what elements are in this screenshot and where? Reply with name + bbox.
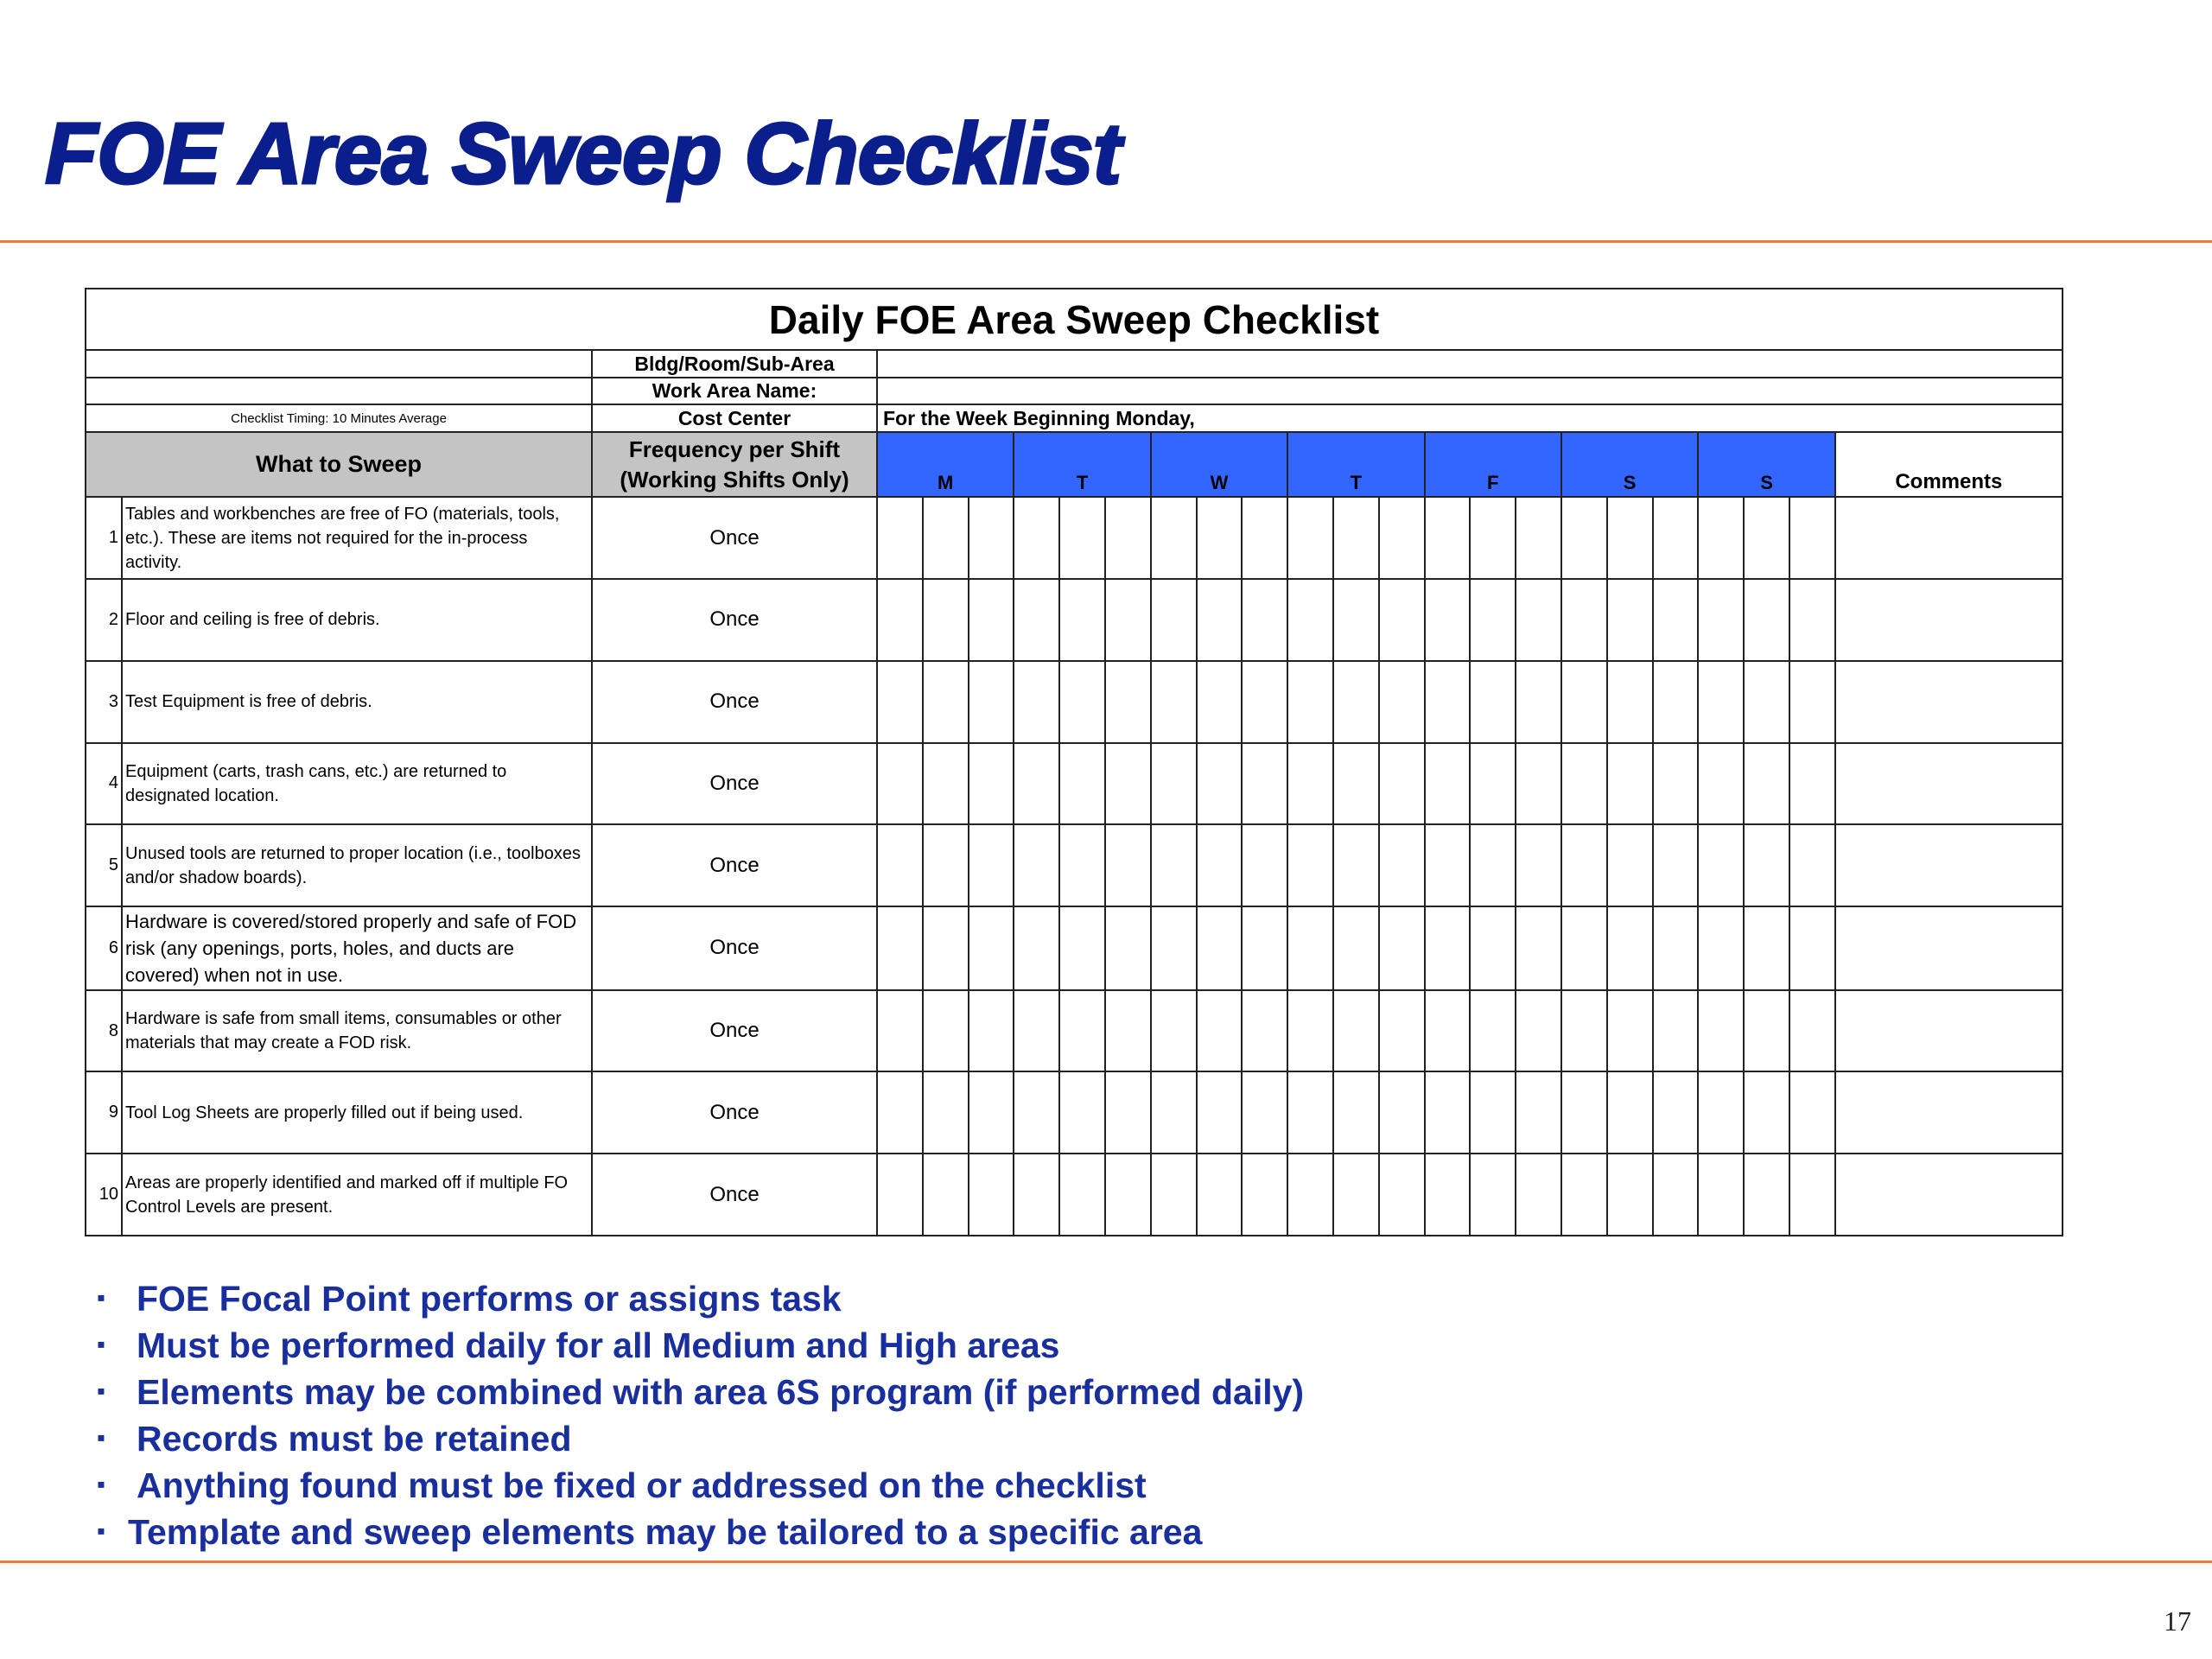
shift-check-cell[interactable] (1333, 743, 1379, 825)
shift-check-cell[interactable] (877, 497, 923, 579)
shift-check-cell[interactable] (1653, 743, 1699, 825)
shift-check-cell[interactable] (1059, 1154, 1105, 1236)
shift-check-cell[interactable] (1516, 1154, 1561, 1236)
bullet-item (97, 1370, 1304, 1417)
item-description: Equipment (carts, trash cans, etc.) are returned to designated location. (122, 743, 592, 825)
shift-check-cell[interactable] (1333, 661, 1379, 743)
shift-check-cell[interactable] (1014, 1154, 1059, 1236)
checklist-title: Daily FOE Area Sweep Checklist (86, 289, 2063, 350)
day-header: S (1698, 432, 1834, 497)
shift-check-cell[interactable] (1151, 824, 1197, 906)
shift-check-cell[interactable] (1789, 579, 1835, 661)
shift-check-cell[interactable] (1789, 990, 1835, 1072)
shift-check-cell[interactable] (1105, 1071, 1151, 1154)
shift-check-cell[interactable] (1379, 1071, 1425, 1154)
shift-check-cell[interactable] (1744, 579, 1789, 661)
checklist-table (85, 288, 2063, 1236)
frequency-header-line2: (Working Shifts Only) (620, 466, 849, 493)
shift-check-cell[interactable] (1698, 824, 1744, 906)
bottom-divider (0, 1560, 2212, 1563)
shift-check-cell[interactable] (1698, 579, 1744, 661)
shift-check-cell[interactable] (1561, 743, 1607, 825)
shift-check-cell[interactable] (1516, 743, 1561, 825)
shift-check-cell[interactable] (877, 990, 923, 1072)
item-frequency: Once (592, 824, 877, 906)
shift-check-cell[interactable] (1197, 661, 1243, 743)
shift-check-cell[interactable] (923, 906, 969, 990)
shift-check-cell[interactable] (1151, 906, 1197, 990)
shift-check-cell[interactable] (1197, 497, 1243, 579)
shift-check-cell[interactable] (1516, 1071, 1561, 1154)
shift-check-cell[interactable] (1105, 497, 1151, 579)
shift-check-cell[interactable] (1059, 824, 1105, 906)
shift-check-cell[interactable] (1470, 824, 1516, 906)
shift-check-cell[interactable] (1744, 661, 1789, 743)
item-number: 1 (86, 497, 122, 579)
item-frequency: Once (592, 579, 877, 661)
shift-check-cell[interactable] (877, 743, 923, 825)
shift-check-cell[interactable] (1287, 1071, 1333, 1154)
comments-cell[interactable] (1835, 497, 2063, 579)
shift-check-cell[interactable] (1789, 743, 1835, 825)
bullet-marker: ▪ (97, 1331, 105, 1358)
item-frequency: Once (592, 990, 877, 1072)
shift-check-cell[interactable] (1333, 1154, 1379, 1236)
shift-check-cell[interactable] (1425, 497, 1471, 579)
shift-check-cell[interactable] (923, 990, 969, 1072)
shift-check-cell[interactable] (1425, 824, 1471, 906)
shift-check-cell[interactable] (1789, 906, 1835, 990)
shift-check-cell[interactable] (1287, 661, 1333, 743)
shift-check-cell[interactable] (1105, 743, 1151, 825)
shift-check-cell[interactable] (1653, 1154, 1699, 1236)
bullet-item (97, 1464, 1304, 1510)
shift-check-cell[interactable] (1059, 990, 1105, 1072)
shift-check-cell[interactable] (1059, 906, 1105, 990)
shift-check-cell[interactable] (877, 661, 923, 743)
shift-check-cell[interactable] (1105, 990, 1151, 1072)
shift-check-cell[interactable] (1287, 743, 1333, 825)
checklist-row (86, 743, 2063, 825)
checklist-row (86, 906, 2063, 990)
shift-check-cell[interactable] (1379, 906, 1425, 990)
frequency-header-line1: Frequency per Shift (628, 435, 841, 462)
item-frequency: Once (592, 743, 877, 825)
day-header: F (1425, 432, 1561, 497)
shift-check-cell[interactable] (969, 824, 1014, 906)
shift-check-cell[interactable] (1744, 1154, 1789, 1236)
shift-check-cell[interactable] (1789, 661, 1835, 743)
shift-check-cell[interactable] (1607, 824, 1653, 906)
shift-check-cell[interactable] (1653, 661, 1699, 743)
shift-check-cell[interactable] (1287, 990, 1333, 1072)
bullet-text: Anything found must be fixed or addressed on the checklist (137, 1465, 1147, 1505)
shift-check-cell[interactable] (1425, 1154, 1471, 1236)
item-number: 3 (86, 661, 122, 743)
shift-check-cell[interactable] (1607, 906, 1653, 990)
item-description: Tool Log Sheets are properly filled out if being used. (122, 1071, 592, 1154)
shift-check-cell[interactable] (1379, 661, 1425, 743)
shift-check-cell[interactable] (1242, 1071, 1287, 1154)
item-number: 8 (86, 990, 122, 1072)
shift-check-cell[interactable] (1242, 824, 1287, 906)
shift-check-cell[interactable] (1470, 579, 1516, 661)
shift-check-cell[interactable] (1470, 743, 1516, 825)
checklist-row (86, 497, 2063, 579)
day-header: M (877, 432, 1014, 497)
shift-check-cell[interactable] (1287, 579, 1333, 661)
shift-check-cell[interactable] (1516, 906, 1561, 990)
bullet-text: Elements may be combined with area 6S program (if performed daily) (137, 1371, 1305, 1412)
shift-check-cell[interactable] (1151, 990, 1197, 1072)
item-frequency: Once (592, 1154, 877, 1236)
checklist-row (86, 824, 2063, 906)
shift-check-cell[interactable] (1287, 1154, 1333, 1236)
shift-check-cell[interactable] (969, 906, 1014, 990)
shift-check-cell[interactable] (1653, 906, 1699, 990)
shift-check-cell[interactable] (1287, 906, 1333, 990)
comments-cell[interactable] (1835, 1071, 2063, 1154)
shift-check-cell[interactable] (1242, 1154, 1287, 1236)
shift-check-cell[interactable] (1151, 743, 1197, 825)
shift-check-cell[interactable] (923, 497, 969, 579)
bldg-room-subarea-label: Bldg/Room/Sub-Area (592, 350, 877, 378)
checklist-row (86, 579, 2063, 661)
day-header: S (1561, 432, 1698, 497)
shift-check-cell[interactable] (969, 990, 1014, 1072)
shift-check-cell[interactable] (1653, 497, 1699, 579)
top-divider (0, 240, 2212, 243)
shift-check-cell[interactable] (1744, 824, 1789, 906)
checklist-row (86, 1071, 2063, 1154)
shift-check-cell[interactable] (1425, 743, 1471, 825)
bullet-marker: ▪ (97, 1424, 105, 1452)
shift-check-cell[interactable] (1105, 661, 1151, 743)
shift-check-cell[interactable] (1059, 497, 1105, 579)
shift-check-cell[interactable] (1333, 1071, 1379, 1154)
bullet-text: Must be performed daily for all Medium and High areas (137, 1325, 1060, 1365)
day-header: T (1287, 432, 1424, 497)
shift-check-cell[interactable] (1105, 906, 1151, 990)
shift-check-cell[interactable] (1516, 990, 1561, 1072)
shift-check-cell[interactable] (1561, 661, 1607, 743)
work-area-name-field[interactable] (877, 378, 2063, 405)
day-header: W (1151, 432, 1287, 497)
shift-check-cell[interactable] (1242, 497, 1287, 579)
shift-check-cell[interactable] (1425, 990, 1471, 1072)
shift-check-cell[interactable] (1333, 990, 1379, 1072)
shift-check-cell[interactable] (1242, 906, 1287, 990)
bullet-text: FOE Focal Point performs or assigns task (137, 1279, 842, 1319)
shift-check-cell[interactable] (1653, 579, 1699, 661)
shift-check-cell[interactable] (1653, 824, 1699, 906)
shift-check-cell[interactable] (1607, 661, 1653, 743)
shift-check-cell[interactable] (877, 906, 923, 990)
shift-check-cell[interactable] (1379, 579, 1425, 661)
comments-header: Comments (1835, 432, 2063, 497)
shift-check-cell[interactable] (1105, 824, 1151, 906)
shift-check-cell[interactable] (1561, 579, 1607, 661)
shift-check-cell[interactable] (1059, 579, 1105, 661)
shift-check-cell[interactable] (1151, 497, 1197, 579)
item-number: 10 (86, 1154, 122, 1236)
shift-check-cell[interactable] (1607, 579, 1653, 661)
shift-check-cell[interactable] (1151, 661, 1197, 743)
item-number: 2 (86, 579, 122, 661)
shift-check-cell[interactable] (1744, 1071, 1789, 1154)
shift-check-cell[interactable] (877, 824, 923, 906)
work-area-left-blank (86, 378, 592, 405)
shift-check-cell[interactable] (1425, 661, 1471, 743)
bldg-left-blank (86, 350, 592, 378)
shift-check-cell[interactable] (1470, 906, 1516, 990)
shift-check-cell[interactable] (1744, 743, 1789, 825)
shift-check-cell[interactable] (1105, 1154, 1151, 1236)
shift-check-cell[interactable] (1197, 1154, 1243, 1236)
shift-check-cell[interactable] (1470, 990, 1516, 1072)
shift-check-cell[interactable] (1379, 497, 1425, 579)
item-description: Areas are properly identified and marked off if multiple FO Control Levels are present. (122, 1154, 592, 1236)
shift-check-cell[interactable] (1242, 579, 1287, 661)
bullet-item (97, 1324, 1304, 1370)
shift-check-cell[interactable] (1561, 906, 1607, 990)
shift-check-cell[interactable] (1287, 497, 1333, 579)
shift-check-cell[interactable] (1789, 1071, 1835, 1154)
bullet-marker: ▪ (97, 1377, 105, 1405)
shift-check-cell[interactable] (1333, 497, 1379, 579)
shift-check-cell[interactable] (1014, 990, 1059, 1072)
item-description: Tables and workbenches are free of FO (materials, tools, etc.). These are items not required for the in-process activity. (122, 497, 592, 579)
shift-check-cell[interactable] (969, 743, 1014, 825)
notes-bullet-list (97, 1277, 1304, 1557)
shift-check-cell[interactable] (1333, 906, 1379, 990)
shift-check-cell[interactable] (1379, 990, 1425, 1072)
comments-cell[interactable] (1835, 579, 2063, 661)
shift-check-cell[interactable] (877, 1154, 923, 1236)
item-description: Floor and ceiling is free of debris. (122, 579, 592, 661)
shift-check-cell[interactable] (1014, 824, 1059, 906)
shift-check-cell[interactable] (1561, 1071, 1607, 1154)
slide-title: FOE Area Sweep Checklist (45, 105, 1121, 202)
shift-check-cell[interactable] (1516, 497, 1561, 579)
shift-check-cell[interactable] (1516, 661, 1561, 743)
shift-check-cell[interactable] (1287, 824, 1333, 906)
shift-check-cell[interactable] (1789, 497, 1835, 579)
shift-check-cell[interactable] (923, 1154, 969, 1236)
shift-check-cell[interactable] (923, 824, 969, 906)
item-description: Test Equipment is free of debris. (122, 661, 592, 743)
shift-check-cell[interactable] (1698, 906, 1744, 990)
shift-check-cell[interactable] (1561, 824, 1607, 906)
comments-cell[interactable] (1835, 661, 2063, 743)
checklist-timing: Checklist Timing: 10 Minutes Average (86, 404, 592, 432)
shift-check-cell[interactable] (1379, 824, 1425, 906)
shift-check-cell[interactable] (1333, 579, 1379, 661)
shift-check-cell[interactable] (1789, 1154, 1835, 1236)
item-description: Hardware is safe from small items, consumables or other materials that may create a FOD risk. (122, 990, 592, 1072)
shift-check-cell[interactable] (1014, 906, 1059, 990)
shift-check-cell[interactable] (1744, 990, 1789, 1072)
shift-check-cell[interactable] (1014, 1071, 1059, 1154)
shift-check-cell[interactable] (923, 743, 969, 825)
shift-check-cell[interactable] (1197, 906, 1243, 990)
checklist-row (86, 1154, 2063, 1236)
shift-check-cell[interactable] (1698, 497, 1744, 579)
shift-check-cell[interactable] (1014, 661, 1059, 743)
bullet-item (97, 1510, 1304, 1557)
shift-check-cell[interactable] (1789, 824, 1835, 906)
shift-check-cell[interactable] (1607, 990, 1653, 1072)
bullet-text: Template and sweep elements may be tailored to a specific area (128, 1511, 1203, 1552)
shift-check-cell[interactable] (923, 1071, 969, 1154)
shift-check-cell[interactable] (877, 579, 923, 661)
bldg-room-subarea-field[interactable] (877, 350, 2063, 378)
shift-check-cell[interactable] (1197, 743, 1243, 825)
shift-check-cell[interactable] (1197, 579, 1243, 661)
shift-check-cell[interactable] (1059, 661, 1105, 743)
shift-check-cell[interactable] (1698, 1154, 1744, 1236)
shift-check-cell[interactable] (1744, 497, 1789, 579)
work-area-name-label: Work Area Name: (592, 378, 877, 405)
shift-check-cell[interactable] (1425, 906, 1471, 990)
comments-cell[interactable] (1835, 906, 2063, 990)
item-frequency: Once (592, 497, 877, 579)
bullet-text: Records must be retained (137, 1418, 572, 1459)
shift-check-cell[interactable] (1151, 1154, 1197, 1236)
comments-cell[interactable] (1835, 824, 2063, 906)
item-number: 6 (86, 906, 122, 990)
shift-check-cell[interactable] (1516, 579, 1561, 661)
shift-check-cell[interactable] (1425, 1071, 1471, 1154)
item-description: Unused tools are returned to proper location (i.e., toolboxes and/or shadow boards). (122, 824, 592, 906)
shift-check-cell[interactable] (1242, 743, 1287, 825)
shift-check-cell[interactable] (1516, 824, 1561, 906)
bullet-marker: ▪ (97, 1284, 105, 1312)
shift-check-cell[interactable] (969, 579, 1014, 661)
shift-check-cell[interactable] (969, 1071, 1014, 1154)
checklist-row (86, 661, 2063, 743)
item-description: Hardware is covered/stored properly and safe of FOD risk (any openings, ports, holes, and ducts are covered) when not in use. (122, 906, 592, 990)
shift-check-cell[interactable] (1059, 743, 1105, 825)
shift-check-cell[interactable] (1151, 1071, 1197, 1154)
item-number: 5 (86, 824, 122, 906)
shift-check-cell[interactable] (1333, 824, 1379, 906)
shift-check-cell[interactable] (1561, 990, 1607, 1072)
shift-check-cell[interactable] (1197, 990, 1243, 1072)
item-frequency: Once (592, 661, 877, 743)
shift-check-cell[interactable] (1561, 497, 1607, 579)
shift-check-cell[interactable] (1014, 743, 1059, 825)
what-to-sweep-header: What to Sweep (86, 432, 592, 497)
cost-center-label: Cost Center (592, 404, 877, 432)
item-number: 4 (86, 743, 122, 825)
shift-check-cell[interactable] (1607, 1154, 1653, 1236)
shift-check-cell[interactable] (1151, 579, 1197, 661)
week-beginning-field[interactable]: For the Week Beginning Monday, (877, 404, 2063, 432)
shift-check-cell[interactable] (1014, 497, 1059, 579)
shift-check-cell[interactable] (1059, 1071, 1105, 1154)
item-frequency: Once (592, 906, 877, 990)
item-number: 9 (86, 1071, 122, 1154)
shift-check-cell[interactable] (1470, 1071, 1516, 1154)
shift-check-cell[interactable] (1607, 743, 1653, 825)
shift-check-cell[interactable] (1653, 1071, 1699, 1154)
shift-check-cell[interactable] (1607, 1071, 1653, 1154)
shift-check-cell[interactable] (1470, 1154, 1516, 1236)
shift-check-cell[interactable] (1242, 661, 1287, 743)
shift-check-cell[interactable] (923, 661, 969, 743)
shift-check-cell[interactable] (1014, 579, 1059, 661)
shift-check-cell[interactable] (1653, 990, 1699, 1072)
shift-check-cell[interactable] (1561, 1154, 1607, 1236)
shift-check-cell[interactable] (1242, 990, 1287, 1072)
shift-check-cell[interactable] (1197, 824, 1243, 906)
bullet-item (97, 1417, 1304, 1464)
shift-check-cell[interactable] (923, 579, 969, 661)
shift-check-cell[interactable] (969, 497, 1014, 579)
page-number: 17 (2164, 1605, 2191, 1637)
shift-check-cell[interactable] (1470, 661, 1516, 743)
shift-check-cell[interactable] (877, 1071, 923, 1154)
shift-check-cell[interactable] (1744, 906, 1789, 990)
shift-check-cell[interactable] (1425, 579, 1471, 661)
item-frequency: Once (592, 1071, 877, 1154)
comments-cell[interactable] (1835, 990, 2063, 1072)
bullet-marker: ▪ (97, 1471, 105, 1498)
shift-check-cell[interactable] (1698, 1071, 1744, 1154)
shift-check-cell[interactable] (969, 661, 1014, 743)
shift-check-cell[interactable] (1105, 579, 1151, 661)
shift-check-cell[interactable] (1379, 1154, 1425, 1236)
shift-check-cell[interactable] (1379, 743, 1425, 825)
shift-check-cell[interactable] (1698, 661, 1744, 743)
shift-check-cell[interactable] (1197, 1071, 1243, 1154)
shift-check-cell[interactable] (1698, 743, 1744, 825)
comments-cell[interactable] (1835, 1154, 2063, 1236)
bullet-item (97, 1277, 1304, 1324)
shift-check-cell[interactable] (1607, 497, 1653, 579)
shift-check-cell[interactable] (1470, 497, 1516, 579)
bullet-marker: ▪ (97, 1517, 105, 1545)
checklist-row (86, 990, 2063, 1072)
comments-cell[interactable] (1835, 743, 2063, 825)
frequency-header (592, 432, 877, 497)
shift-check-cell[interactable] (969, 1154, 1014, 1236)
shift-check-cell[interactable] (1698, 990, 1744, 1072)
day-header: T (1014, 432, 1150, 497)
